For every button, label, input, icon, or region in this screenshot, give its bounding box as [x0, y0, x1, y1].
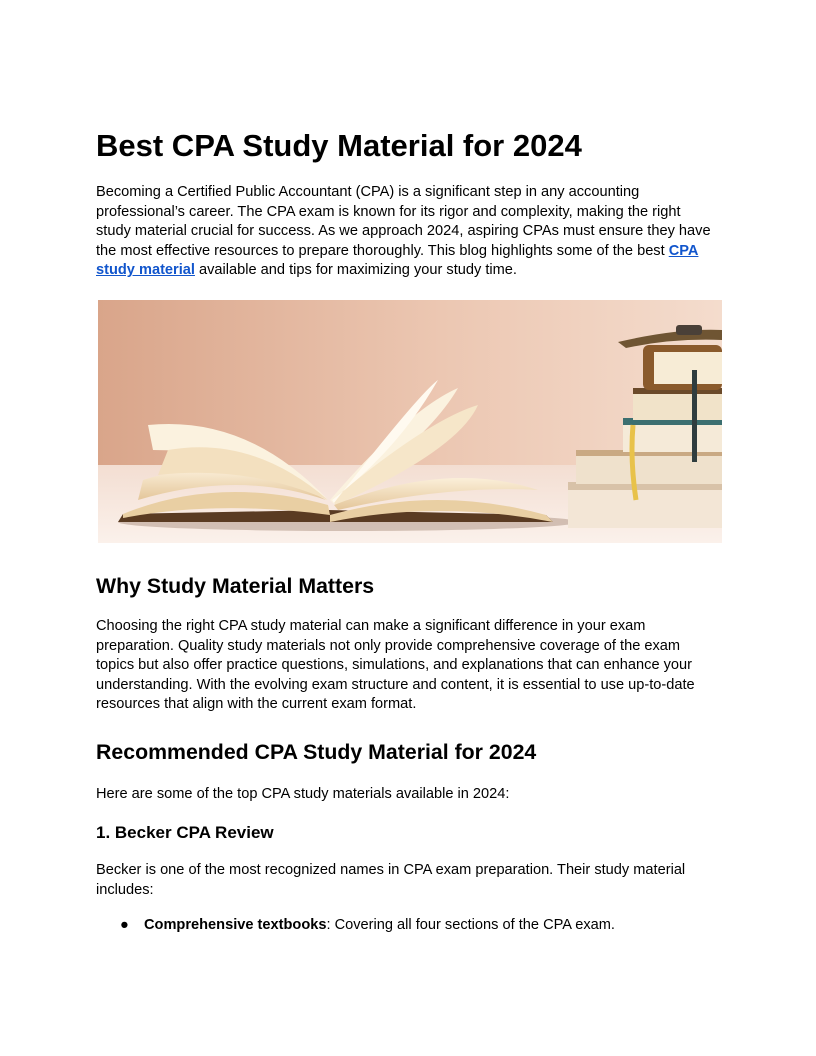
cpa-study-material-link-part1[interactable]: CPA — [668, 242, 699, 259]
bullet-description: : Covering all four sections of the CPA exam. — [326, 917, 615, 933]
why-study-paragraph — [96, 617, 722, 715]
intro-text: available and tips for maximizing your study time. — [194, 262, 517, 278]
intro-line: study material crucial for success. As we approach 2024, aspiring CPAs must ensure they have — [96, 223, 711, 239]
intro-text: the most effective resources to prepare thoroughly. This blog highlights some of the best — [96, 242, 669, 259]
bullet-text — [144, 915, 615, 935]
paragraph-line: resources that align with the current exam format. — [96, 696, 417, 712]
intro-paragraph — [96, 183, 722, 281]
paragraph-line: includes: — [96, 881, 154, 898]
paragraph-line: topics but also offer practice questions, simulations, and explanations that can enhance your — [96, 657, 693, 673]
intro-line: Becoming a Certified Public Accountant (CPA) is a significant step in any accounting — [96, 184, 640, 200]
intro-line — [96, 242, 722, 262]
recommended-intro — [96, 785, 722, 805]
paragraph-line: preparation. Quality study materials not only provide comprehensive coverage of the exam — [96, 637, 681, 654]
bullet-marker: ● — [120, 917, 129, 933]
open-book-image — [98, 300, 722, 543]
paragraph-line: Becker is one of the most recognized names in CPA exam preparation. Their study material — [96, 862, 686, 878]
paragraph-line: Here are some of the top CPA study materials available in 2024: — [96, 786, 510, 802]
paragraph-line: Choosing the right CPA study material can make a significant difference in your exam — [96, 618, 646, 634]
becker-paragraph — [96, 861, 722, 900]
intro-line: professional’s career. The CPA exam is known for its rigor and complexity, making the right — [96, 203, 681, 220]
page-title: Best CPA Study Material for 2024 — [96, 128, 582, 163]
section-heading-why-study-material: Why Study Material Matters — [96, 574, 375, 598]
bullet-bold-term: Comprehensive textbooks — [144, 917, 327, 933]
sub-heading-becker: 1. Becker CPA Review — [96, 823, 274, 842]
cpa-study-material-link-part2[interactable]: study material — [96, 262, 195, 278]
section-heading-recommended: Recommended CPA Study Material for 2024 — [96, 740, 537, 764]
intro-line — [96, 261, 722, 281]
paragraph-line: understanding. With the evolving exam structure and content, it is essential to use up-to-date — [96, 676, 695, 693]
